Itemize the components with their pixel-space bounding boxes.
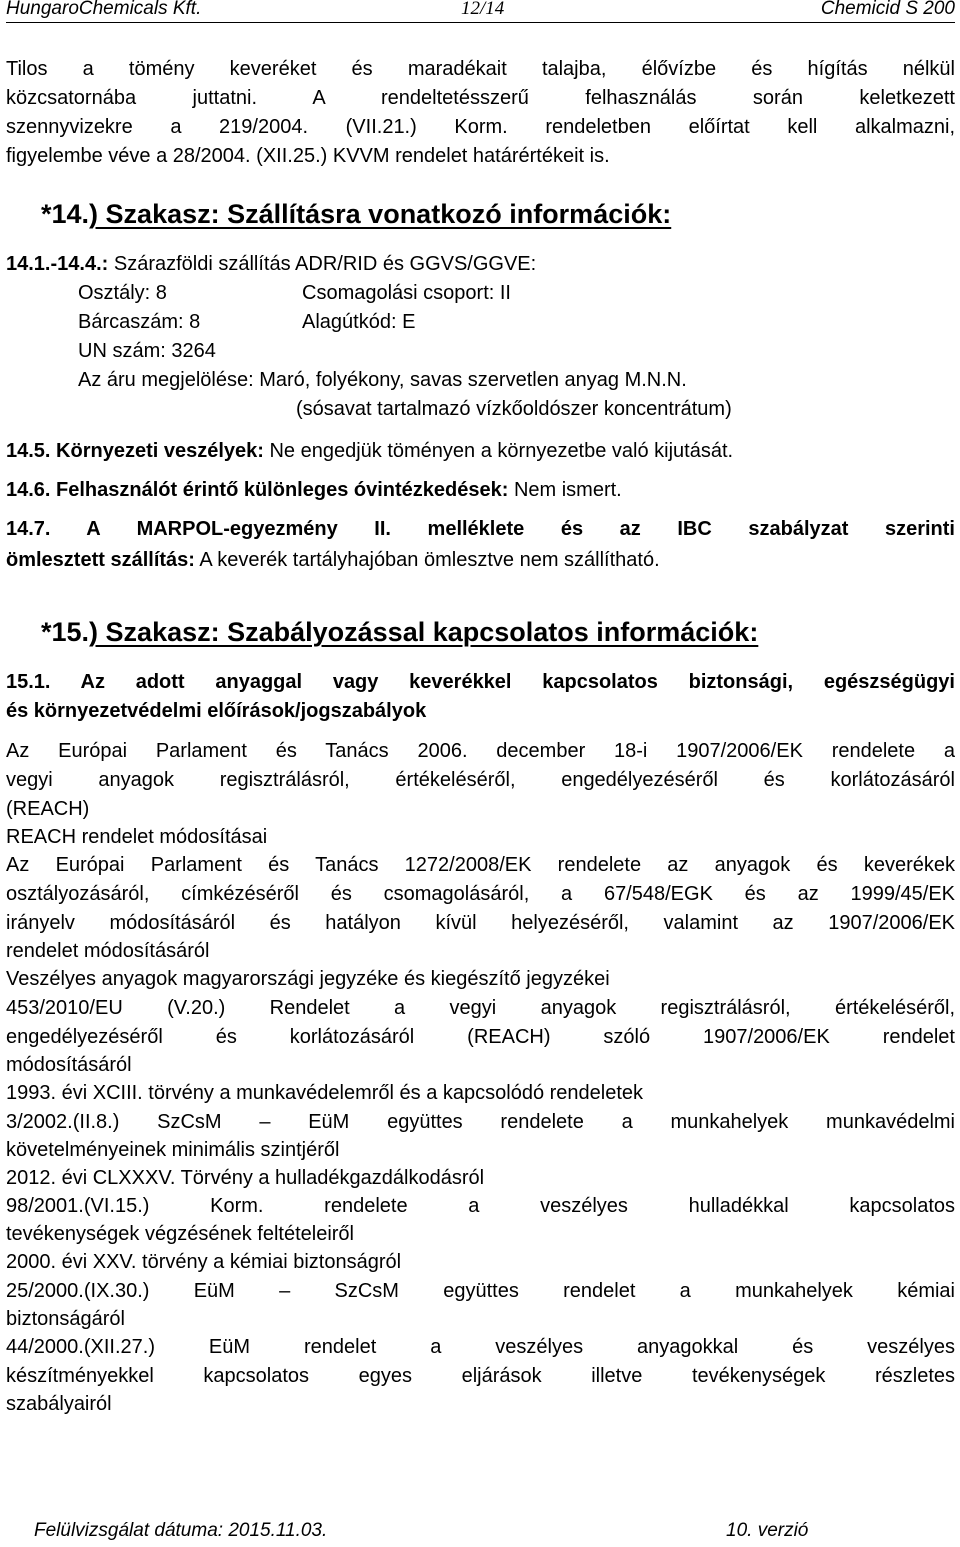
section-15-number: *15. <box>41 617 90 647</box>
s14-5-line <box>6 437 733 465</box>
intro-line: figyelembe véve a 28/2004. (XII.25.) KVVM rendelet határértékeit is. <box>6 145 610 167</box>
un-number-field: UN szám: 3264 <box>78 340 216 362</box>
regulation-line: osztályozásáról, címkézéséről és csomagolásáról, a 67/548/EGK és az 1999/45/EK <box>6 883 955 905</box>
regulation-line: Az Európai Parlament és Tanács 2006. december 18-i 1907/2006/EK rendelete a <box>6 740 955 762</box>
s14-7-line1: 14.7. A MARPOL-egyezmény II. melléklete és az IBC szabályzat szerinti <box>6 518 955 540</box>
s14-1-label: 14.1.-14.4.: <box>6 253 109 275</box>
regulation-line: rendelet módosításáról <box>6 940 210 962</box>
regulation-line: 25/2000.(IX.30.) EüM – SzCsM együttes rendelet a munkahelyek kémiai <box>6 1280 955 1302</box>
regulation-line: 98/2001.(VI.15.) Korm. rendelete a veszélyes hulladékkal kapcsolatos <box>6 1195 955 1217</box>
regulation-line: 2000. évi XXV. törvény a kémiai biztonságról <box>6 1251 402 1273</box>
goods-description-note: (sósavat tartalmazó vízkőoldószer koncentrátum) <box>296 398 732 420</box>
regulation-line: Az Európai Parlament és Tanács 1272/2008/EK rendelete az anyagok és keverékek <box>6 854 955 876</box>
regulation-line: 1993. évi XCIII. törvény a munkavédelemről és a kapcsolódó rendeletek <box>6 1082 644 1104</box>
regulation-line: Veszélyes anyagok magyarországi jegyzéke és kiegészítő jegyzékei <box>6 968 610 990</box>
version-label: 10. verzió <box>726 1520 809 1541</box>
s14-7-label: ömlesztett szállítás: <box>6 549 195 571</box>
page-number: 12/14 <box>461 0 505 19</box>
regulation-line: vegyi anyagok regisztrálásról, értékeléséről, engedélyezéséről és korlátozásáról <box>6 769 955 791</box>
section-14-title: ) Szakasz: Szállításra vonatkozó információk: <box>89 199 672 229</box>
product-name: Chemicid S 200 <box>820 0 955 19</box>
regulation-line: 2012. évi CLXXXV. Törvény a hulladékgazdálkodásról <box>6 1167 485 1189</box>
revision-date: Felülvizsgálat dátuma: 2015.11.03. <box>34 1520 328 1541</box>
section-15-heading <box>41 616 758 648</box>
regulation-line: szabályairól <box>6 1393 112 1415</box>
intro-line: szennyvizekre a 219/2004. (VII.21.) Korm. rendeletben előírtat kell alkalmazni, <box>6 116 955 138</box>
label-number-field: Bárcaszám: 8 <box>78 311 201 333</box>
s14-7-line2 <box>6 546 660 574</box>
regulation-line: engedélyezéséről és korlátozásáról (REACH) szóló 1907/2006/EK rendelet <box>6 1026 955 1048</box>
regulation-line: készítményekkel kapcsolatos egyes eljárások illetve tevékenységek részletes <box>6 1365 955 1387</box>
regulation-line: REACH rendelet módosításai <box>6 826 268 848</box>
class-field: Osztály: 8 <box>78 282 167 304</box>
s15-1-line1: 15.1. Az adott anyaggal vagy keverékkel kapcsolatos biztonsági, egészségügyi <box>6 671 955 693</box>
s14-7-text: A keverék tartályhajóban ömlesztve nem szállítható. <box>194 549 660 571</box>
section-14-number: *14. <box>41 199 90 229</box>
s14-1-text: Szárazföldi szállítás ADR/RID és GGVS/GGVE: <box>108 253 537 275</box>
company-name: HungaroChemicals Kft. <box>6 0 202 19</box>
s14-6-line <box>6 476 622 504</box>
regulation-line: tevékenységek végzésének feltételeiről <box>6 1223 354 1245</box>
regulation-line: módosításáról <box>6 1054 132 1076</box>
s14-5-label: 14.5. Környezeti veszélyek: <box>6 440 264 462</box>
section-14-heading <box>41 198 671 230</box>
s14-5-text: Ne engedjük töményen a környezetbe való kijutását. <box>263 440 734 462</box>
intro-line: Tilos a tömény keveréket és maradékait talajba, élővízbe és hígítás nélkül <box>6 58 955 80</box>
regulation-line: irányelv módosításáról és hatályon kívül helyezéséről, valamint az 1907/2006/EK <box>6 912 955 934</box>
regulation-line: (REACH) <box>6 798 90 820</box>
regulation-line: 3/2002.(II.8.) SzCsM – EüM együttes rendelete a munkahelyek munkavédelmi <box>6 1111 955 1133</box>
regulation-line: biztonságáról <box>6 1308 125 1330</box>
page-header <box>6 0 955 23</box>
packing-group-field: Csomagolási csoport: II <box>302 282 511 304</box>
intro-line: közcsatornába juttatni. A rendeltetésszerű felhasználás során keletkezett <box>6 87 955 109</box>
s14-6-text: Nem ismert. <box>508 479 622 501</box>
regulation-line: követelményeinek minimális szintjéről <box>6 1139 340 1161</box>
s15-1-line2: és környezetvédelmi előírások/jogszabályok <box>6 700 427 722</box>
tunnel-code-field: Alagútkód: E <box>302 311 416 333</box>
regulation-line: 44/2000.(XII.27.) EüM rendelet a veszélyes anyagokkal és veszélyes <box>6 1336 955 1358</box>
goods-description: Az áru megjelölése: Maró, folyékony, savas szervetlen anyag M.N.N. <box>78 369 687 391</box>
section-15-title: ) Szakasz: Szabályozással kapcsolatos információk: <box>89 617 759 647</box>
s14-1-line <box>6 250 536 278</box>
regulation-line: 453/2010/EU (V.20.) Rendelet a vegyi anyagok regisztrálásról, értékeléséről, <box>6 997 955 1019</box>
s14-6-label: 14.6. Felhasználót érintő különleges óvintézkedések: <box>6 479 509 501</box>
